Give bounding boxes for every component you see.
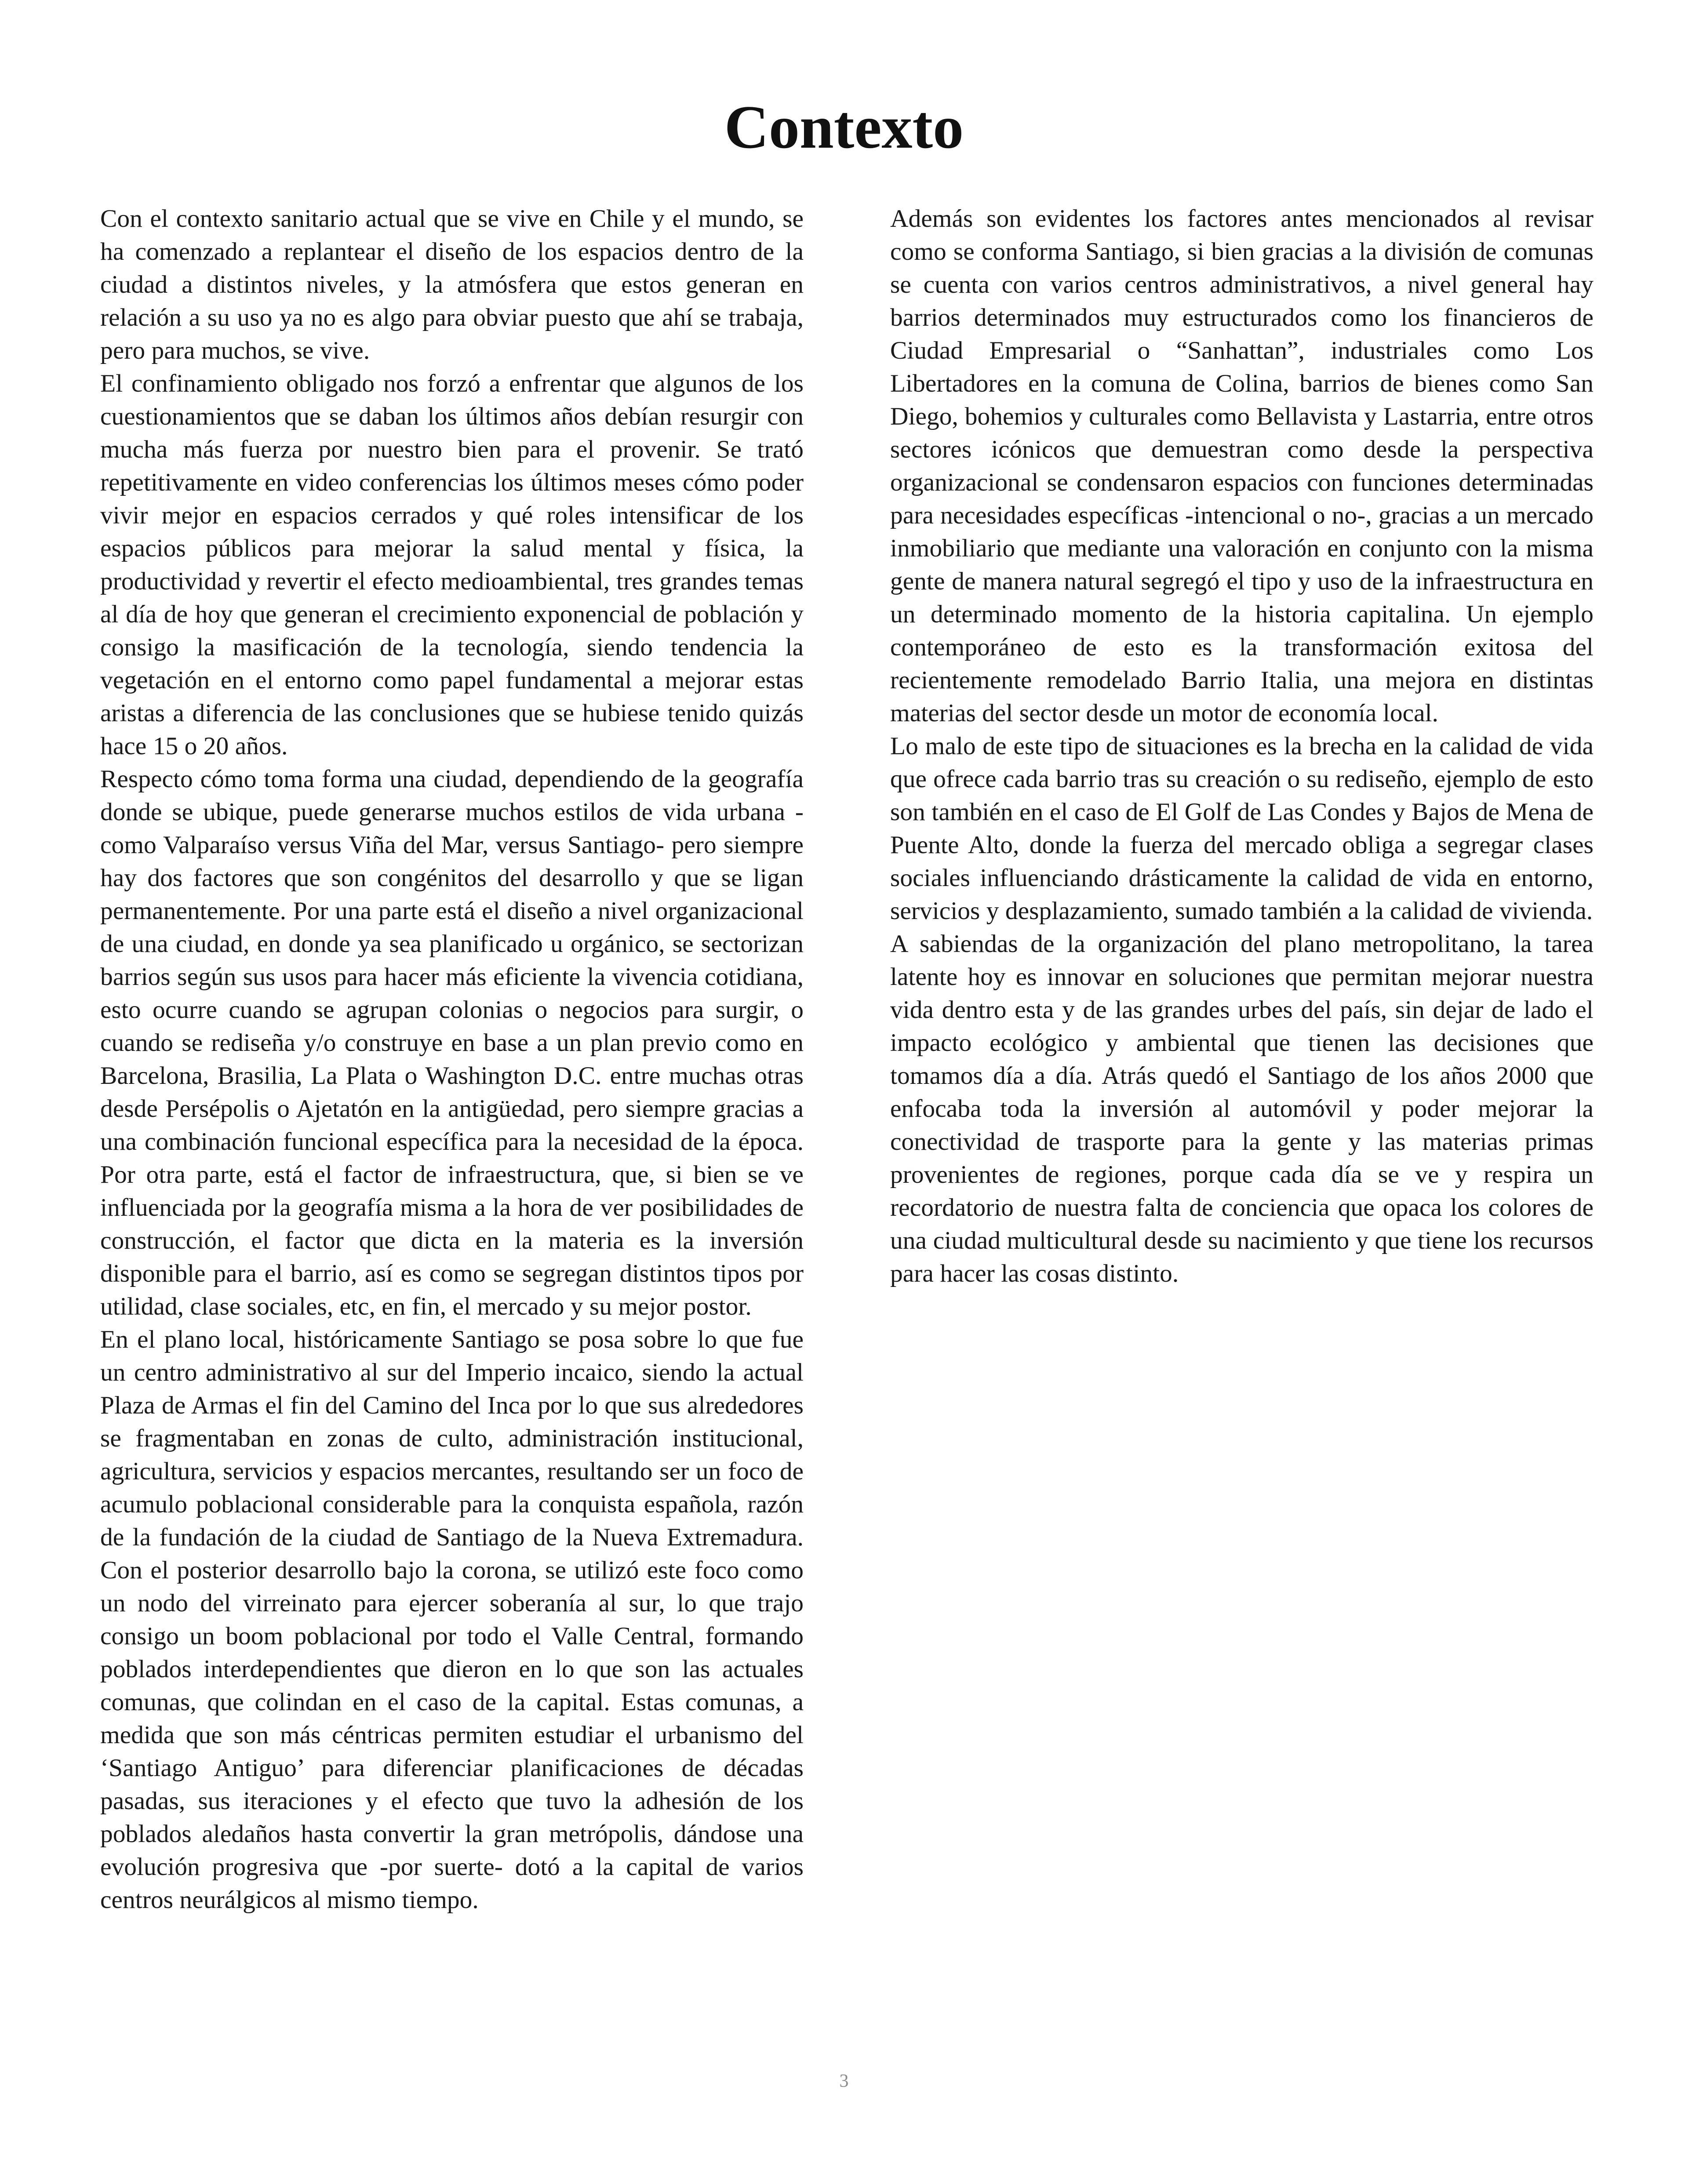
paragraph: Con el contexto sanitario actual que se vive en Chile y el mundo, se ha comenzado a replantear el diseño de los espacios dentro de la ciudad a distintos niveles, y la atmósfera que estos generan en relación a su uso ya no es algo para obviar puesto que ahí se trabaja, pero para muchos, se vive. xyxy=(100,205,804,364)
paragraph: Además son evidentes los factores antes mencionados al revisar como se conforma Santiago, si bien gracias a la división de comunas se cuenta con varios centros administrativos, a nivel general hay barrios determinados muy estructurados como los financieros de Ciudad Empresarial o “Sanhattan”, industriales como Los Libertadores en la comuna de Colina, barrios de bienes como San Diego, bohemios y culturales como Bellavista y Lastarria, entre otros sectores icónicos que demuestran como desde la perspectiva organizacional se condensaron espacios con funciones determinadas para necesidades específicas -intencional o no-, gracias a un mercado inmobiliario que mediante una valoración en conjunto con la misma gente de manera natural segregó el tipo y uso de la infraestructura en un determinado momento de la historia capitalina. Un ejemplo contemporáneo de esto es la transformación exitosa del recientemente remodelado Barrio Italia, una mejora en distintas materias del sector desde un motor de economía local. xyxy=(890,205,1593,727)
paragraph: A sabiendas de la organización del plano metropolitano, la tarea latente hoy es innovar en soluciones que permitan mejorar nuestra vida dentro esta y de las grandes urbes del país, sin dejar de lado el impacto ecológico y ambiental que tienen las decisiones que tomamos día a día. Atrás quedó el Santiago de los años 2000 que enfocaba toda la inversión al automóvil y poder mejorar la conectividad de trasporte para la gente y las materias primas provenientes de regiones, porque cada día se ve y respira un recordatorio de nuestra falta de conciencia que opaca los colores de una ciudad multicultural desde su nacimiento y que tiene los recursos para hacer las cosas distinto. xyxy=(890,930,1593,1287)
paragraph: El confinamiento obligado nos forzó a enfrentar que algunos de los cuestionamientos que se daban los últimos años debían resurgir con mucha más fuerza por nuestro bien para el provenir. Se trató repetitivamente en video conferencias los últimos meses cómo poder vivir mejor en espacios cerrados y qué roles intensificar de los espacios públicos para mejorar la salud mental y física, la productividad y revertir el efecto medioambiental, tres grandes temas al día de hoy que generan el crecimiento exponencial de población y consigo la masificación de la tecnología, siendo tendencia la vegetación en el entorno como papel fundamental a mejorar estas aristas a diferencia de las conclusiones que se hubiese tenido quizás hace 15 o 20 años. xyxy=(100,370,804,760)
page-title: Contexto xyxy=(724,93,964,161)
paragraph: Respecto cómo toma forma una ciudad, dependiendo de la geografía donde se ubique, puede generarse muchos estilos de vida urbana -como Valparaíso versus Viña del Mar, versus Santiago- pero siempre hay dos factores que son congénitos del desarrollo y que se ligan permanentemente. Por una parte está el diseño a nivel organizacional de una ciudad, en donde ya sea planificado u orgánico, se sectorizan barrios según sus usos para hacer más eficiente la vivencia cotidiana, esto ocurre cuando se agrupan colonias o negocios para surgir, o cuando se rediseña y/o construye en base a un plan previo como en Barcelona, Brasilia, La Plata o Washington D.C. entre muchas otras desde Persépolis o Ajetatón en la antigüedad, pero siempre gracias a una combinación funcional específica para la necesidad de la época. Por otra parte, está el factor de infraestructura, que, si bien se ve influenciada por la geografía misma a la hora de ver posibilidades de construcción, el factor que dicta en la materia es la inversión disponible para el barrio, así es como se segregan distintos tipos por utilidad, clase sociales, etc, en fin, el mercado y su mejor postor. xyxy=(100,765,804,1320)
page-number: 3 xyxy=(839,2071,849,2091)
paragraph: En el plano local, históricamente Santiago se posa sobre lo que fue un centro administrativo al sur del Imperio incaico, siendo la actual Plaza de Armas el fin del Camino del Inca por lo que sus alrededores se fragmentaban en zonas de culto, administración institucional, agricultura, servicios y espacios mercantes, resultando ser un foco de acumulo poblacional considerable para la conquista española, razón de la fundación de la ciudad de Santiago de la Nueva Extremadura. Con el posterior desarrollo bajo la corona, se utilizó este foco como un nodo del virreinato para ejercer soberanía al sur, lo que trajo consigo un boom poblacional por todo el Valle Central, formando poblados interdependientes que dieron en lo que son las actuales comunas, que colindan en el caso de la capital. Estas comunas, a medida que son más céntricas permiten estudiar el urbanismo del ‘Santiago Antiguo’ para diferenciar planificaciones de décadas pasadas, sus iteraciones y el efecto que tuvo la adhesión de los poblados aledaños hasta convertir la gran metrópolis, dándose una evolución progresiva que -por suerte- dotó a la capital de varios centros neurálgicos al mismo tiempo. xyxy=(100,1326,804,1914)
left-text-column xyxy=(100,202,804,1916)
paragraph: Lo malo de este tipo de situaciones es la brecha en la calidad de vida que ofrece cada barrio tras su creación o su rediseño, ejemplo de esto son también en el caso de El Golf de Las Condes y Bajos de Mena de Puente Alto, donde la fuerza del mercado obliga a segregar clases sociales influenciando drásticamente la calidad de vida en entorno, servicios y desplazamiento, sumado también a la calidad de vivienda. xyxy=(890,732,1593,925)
right-text-column xyxy=(890,202,1593,1290)
